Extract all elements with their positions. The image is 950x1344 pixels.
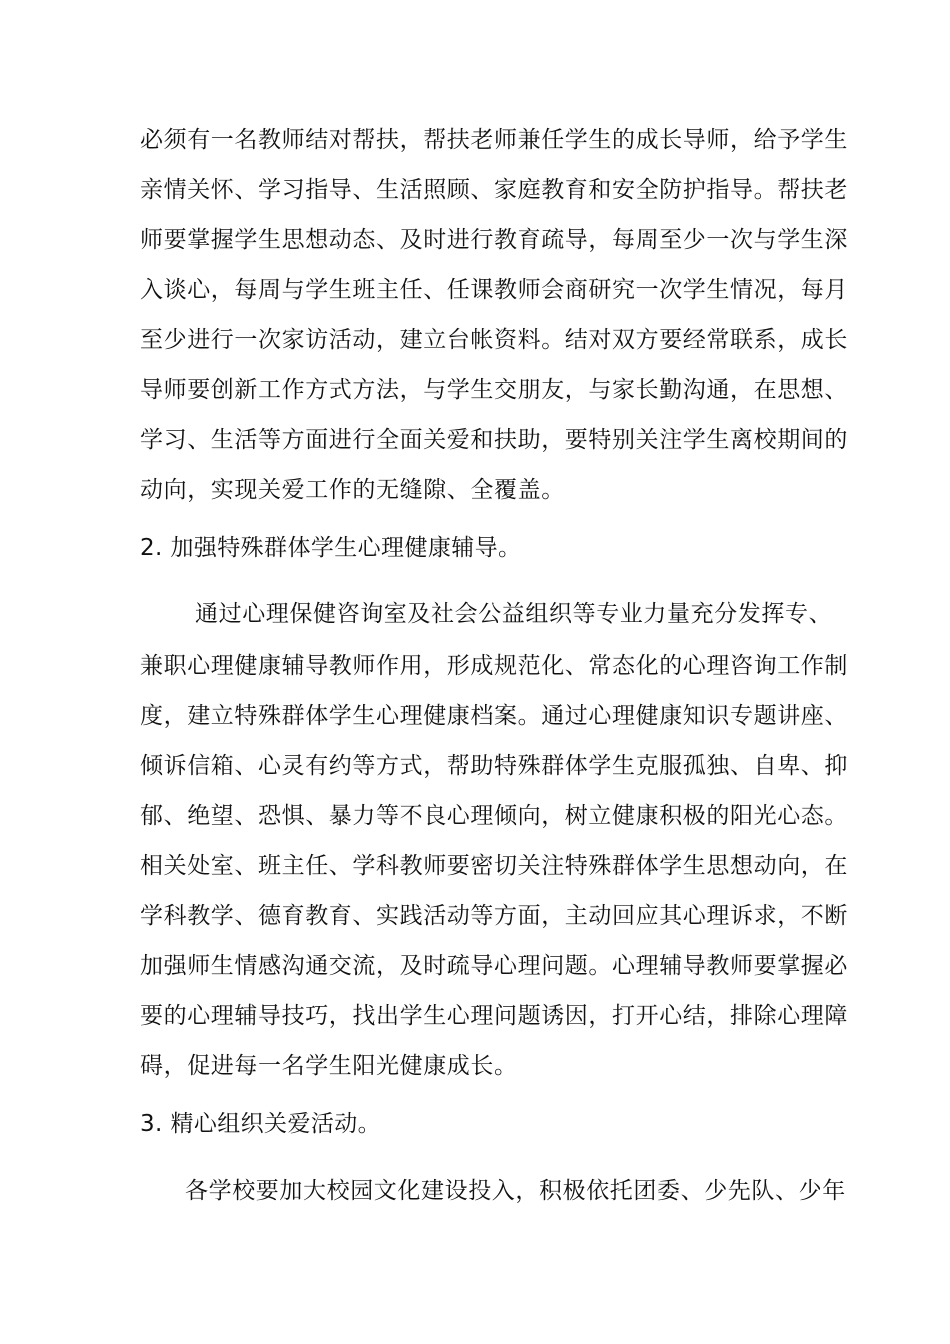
paragraph2-line: 要的心理辅导技巧，找出学生心理问题诱因，打开心结，排除心理障	[140, 1003, 848, 1029]
paragraph2-line: 碍，促进每一名学生阳光健康成长。	[140, 1053, 518, 1079]
paragraph2-line: 通过心理保健咨询室及社会公益组织等专业力量充分发挥专、	[195, 601, 833, 627]
paragraph1-line: 亲情关怀、学习指导、生活照顾、家庭教育和安全防护指导。帮扶老	[140, 177, 848, 203]
paragraph2-line: 相关处室、班主任、学科教师要密切关注特殊群体学生思想动向，在	[140, 853, 848, 879]
paragraph1-line: 至少进行一次家访活动，建立台帐资料。结对双方要经常联系，成长	[140, 327, 848, 353]
paragraph3-line: 各学校要加大校园文化建设投入，积极依托团委、少先队、少年	[185, 1178, 846, 1204]
paragraph2-line: 学科教学、德育教育、实践活动等方面，主动回应其心理诉求，不断	[140, 903, 848, 929]
paragraph1-line: 导师要创新工作方式方法，与学生交朋友，与家长勤沟通，在思想、	[140, 377, 848, 403]
paragraph1-line: 师要掌握学生思想动态、及时进行教育疏导，每周至少一次与学生深	[140, 227, 848, 253]
section-heading-2: 2. 加强特殊群体学生心理健康辅导。	[140, 535, 522, 561]
paragraph1-line: 必须有一名教师结对帮扶，帮扶老师兼任学生的成长导师，给予学生	[140, 127, 848, 153]
paragraph1-line: 入谈心，每周与学生班主任、任课教师会商研究一次学生情况，每月	[140, 277, 848, 303]
paragraph1-line: 动向，实现关爱工作的无缝隙、全覆盖。	[140, 477, 565, 503]
paragraph2-line: 兼职心理健康辅导教师作用，形成规范化、常态化的心理咨询工作制	[140, 653, 848, 679]
paragraph2-line: 加强师生情感沟通交流，及时疏导心理问题。心理辅导教师要掌握必	[140, 953, 848, 979]
paragraph2-line: 倾诉信箱、心灵有约等方式，帮助特殊群体学生克服孤独、自卑、抑	[140, 753, 848, 779]
section-heading-3: 3. 精心组织关爱活动。	[140, 1111, 382, 1137]
paragraph2-line: 度，建立特殊群体学生心理健康档案。通过心理健康知识专题讲座、	[140, 703, 848, 729]
paragraph1-line: 学习、生活等方面进行全面关爱和扶助，要特别关注学生离校期间的	[140, 427, 848, 453]
paragraph2-line: 郁、绝望、恐惧、暴力等不良心理倾向，树立健康积极的阳光心态。	[140, 803, 848, 829]
